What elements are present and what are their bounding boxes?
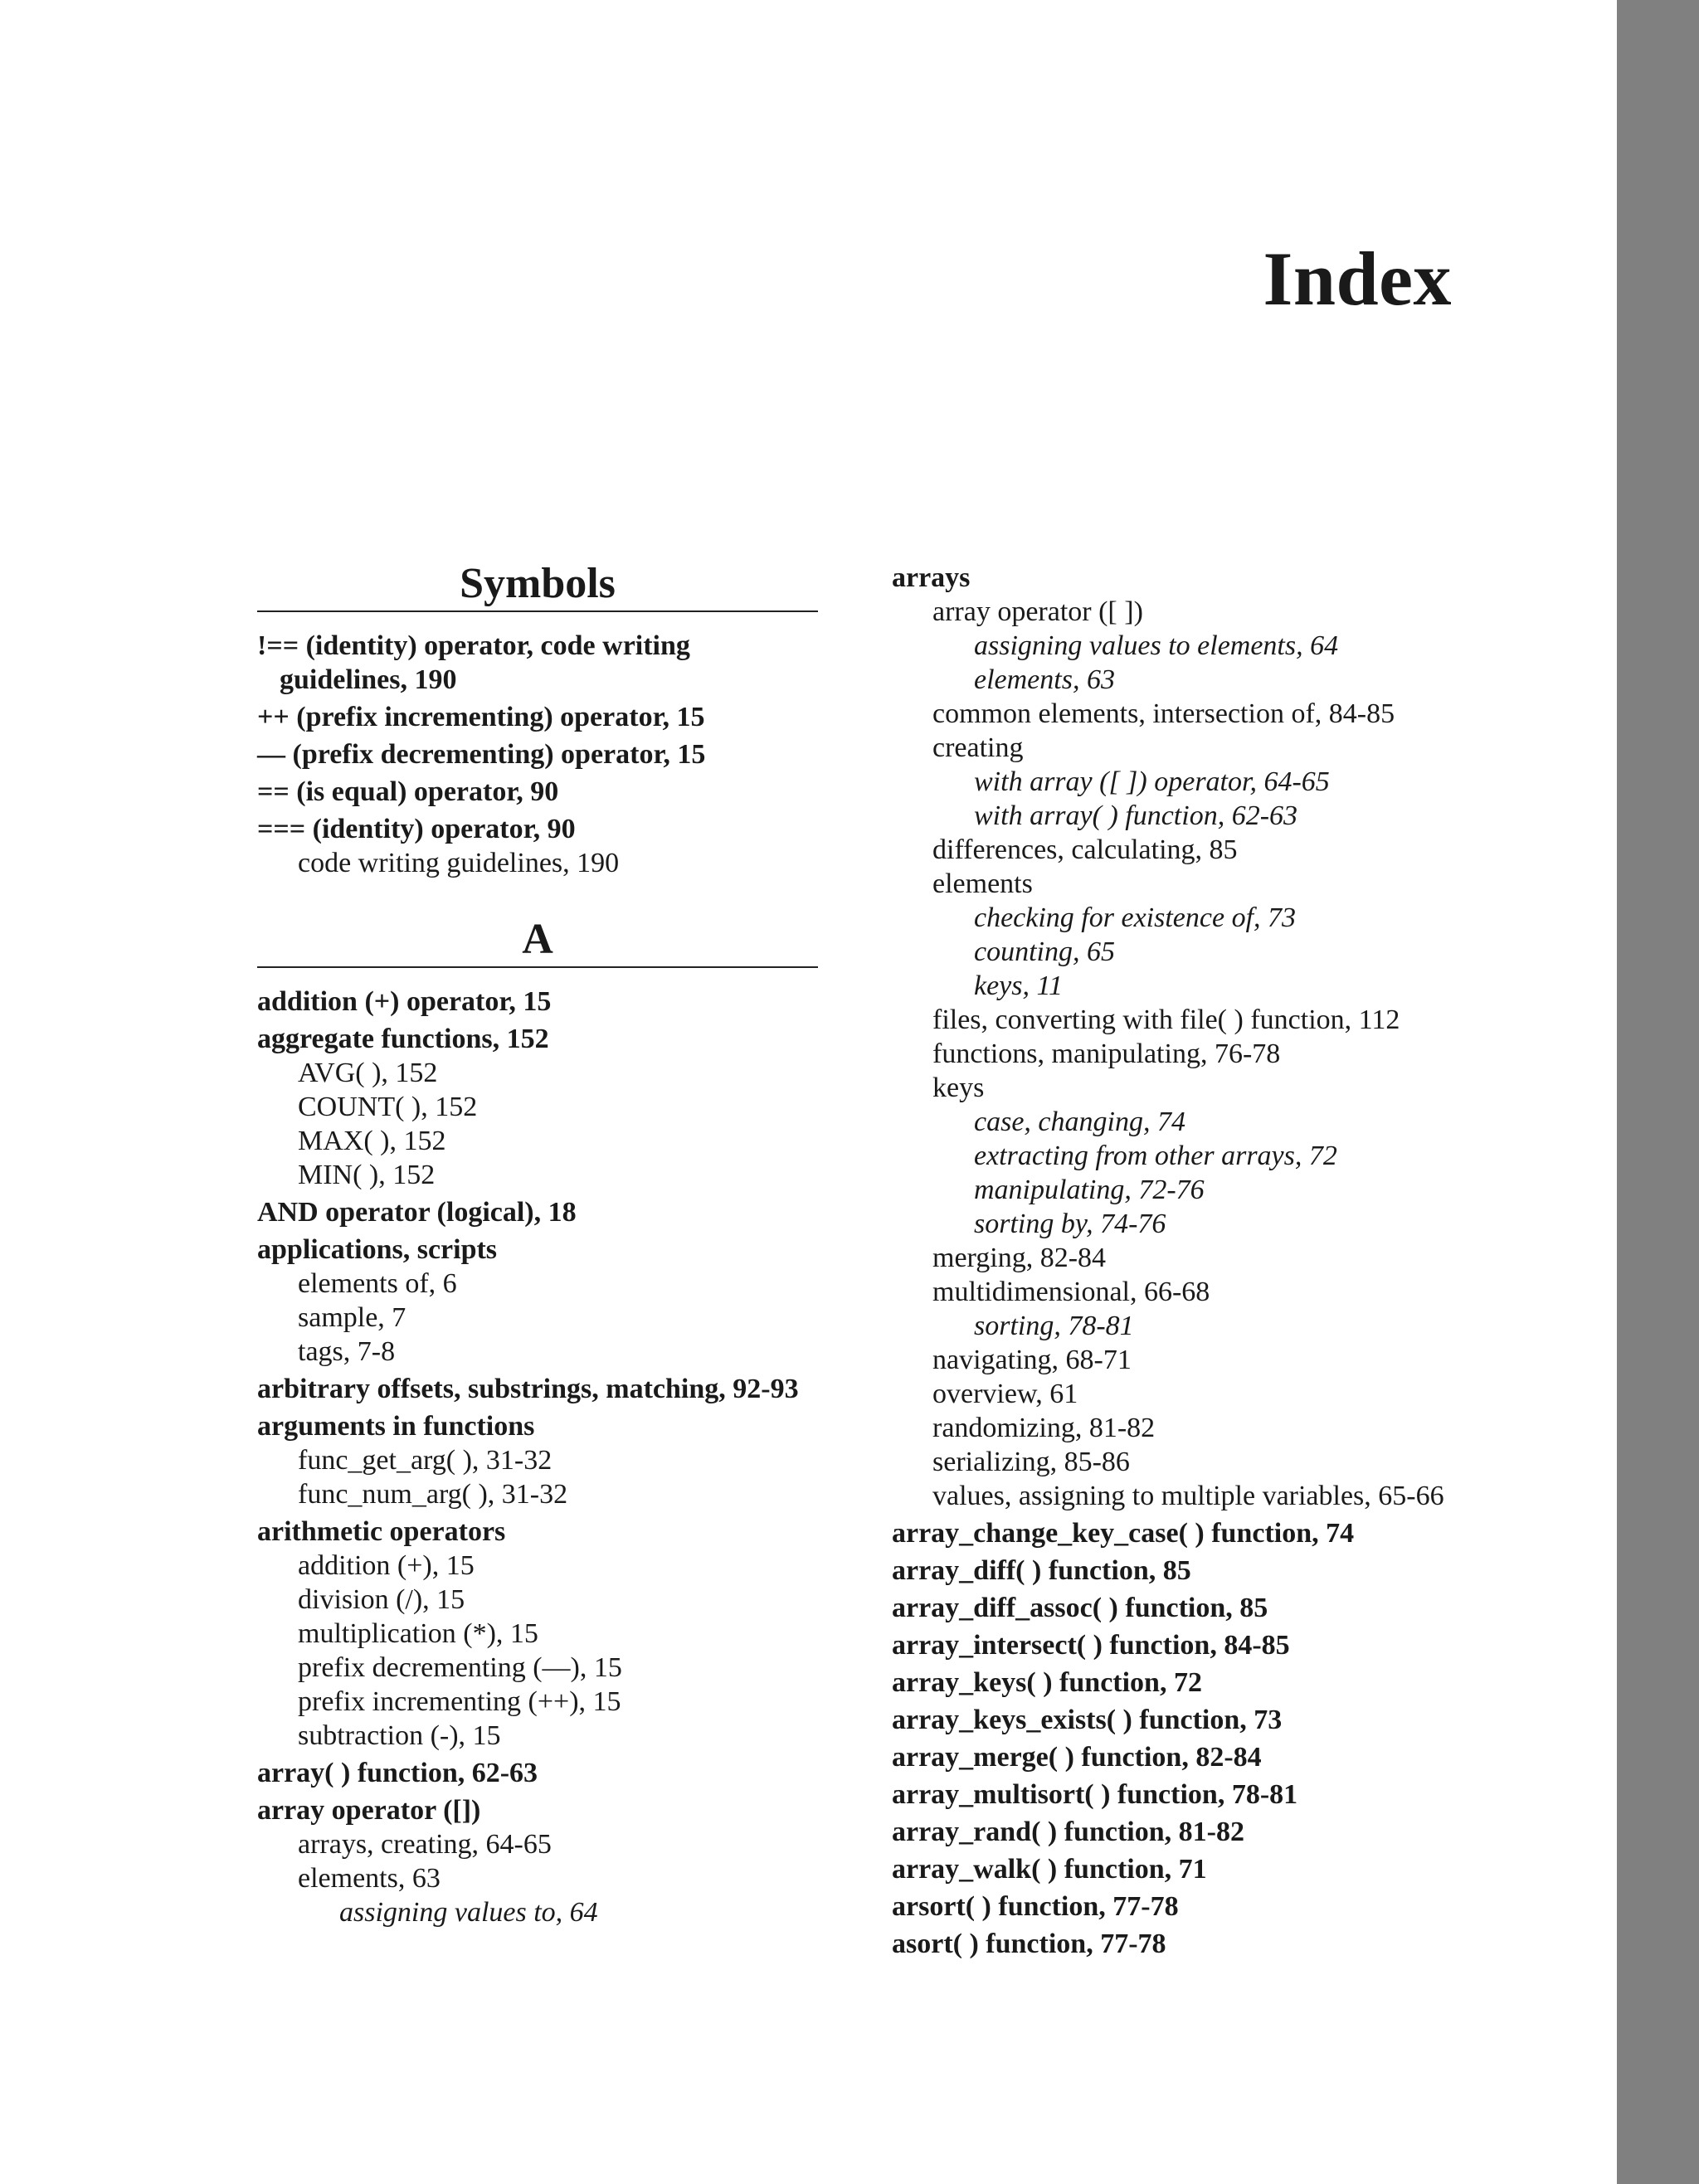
index-entry: applications, scripts bbox=[257, 1234, 498, 1265]
index-entry: with array ([ ]) operator, 64-65 bbox=[974, 766, 1330, 797]
index-entry: counting, 65 bbox=[974, 936, 1115, 967]
index-entry: elements of, 6 bbox=[298, 1268, 457, 1299]
index-entry: prefix incrementing (++), 15 bbox=[298, 1686, 621, 1717]
index-entry: extracting from other arrays, 72 bbox=[974, 1141, 1337, 1171]
index-entry: values, assigning to multiple variables, 65-66 bbox=[932, 1481, 1444, 1511]
index-entry: array_diff_assoc( ) function, 85 bbox=[892, 1593, 1268, 1623]
index-entry: assigning values to, 64 bbox=[339, 1897, 598, 1928]
index-entry: array operator ([ ]) bbox=[932, 596, 1143, 627]
section-heading: A bbox=[257, 915, 818, 968]
index-entry: array_intersect( ) function, 84-85 bbox=[892, 1630, 1290, 1661]
index-entry: sample, 7 bbox=[298, 1302, 406, 1333]
index-entry: sorting by, 74-76 bbox=[974, 1209, 1166, 1239]
index-entry: AND operator (logical), 18 bbox=[257, 1197, 577, 1228]
index-entry: array_keys_exists( ) function, 73 bbox=[892, 1705, 1283, 1735]
index-entry: arrays bbox=[892, 562, 971, 593]
page-title: Index bbox=[1263, 236, 1452, 321]
index-entry: asort( ) function, 77-78 bbox=[892, 1929, 1166, 1959]
index-entry: arbitrary offsets, substrings, matching, 92-93 bbox=[257, 1374, 799, 1404]
index-entry: files, converting with file( ) function, 112 bbox=[932, 1004, 1400, 1035]
index-entry: addition (+), 15 bbox=[298, 1550, 475, 1581]
index-entry: array operator ([]) bbox=[257, 1795, 481, 1826]
index-entry: multidimensional, 66-68 bbox=[932, 1277, 1210, 1307]
index-entry: arguments in functions bbox=[257, 1411, 535, 1442]
index-entry: array_walk( ) function, 71 bbox=[892, 1854, 1207, 1885]
index-entry: func_get_arg( ), 31-32 bbox=[298, 1445, 553, 1476]
index-entry: multiplication (*), 15 bbox=[298, 1618, 538, 1649]
index-entry: array_rand( ) function, 81-82 bbox=[892, 1817, 1244, 1847]
index-entry: keys, 11 bbox=[974, 970, 1063, 1001]
section-heading: Symbols bbox=[257, 559, 818, 612]
index-entry: array_multisort( ) function, 78-81 bbox=[892, 1779, 1298, 1810]
index-entry: sorting, 78-81 bbox=[974, 1311, 1134, 1341]
index-entry: COUNT( ), 152 bbox=[298, 1092, 478, 1122]
index-entry: array_keys( ) function, 72 bbox=[892, 1667, 1202, 1698]
index-entry: == (is equal) operator, 90 bbox=[257, 776, 559, 807]
index-entry: manipulating, 72-76 bbox=[974, 1175, 1205, 1205]
index-entry: elements bbox=[932, 868, 1033, 899]
index-entry: tags, 7-8 bbox=[298, 1336, 396, 1367]
index-entry: — (prefix decrementing) operator, 15 bbox=[257, 739, 706, 770]
index-entry: AVG( ), 152 bbox=[298, 1058, 438, 1088]
side-bar bbox=[1617, 0, 1699, 2184]
index-entry: array_change_key_case( ) function, 74 bbox=[892, 1518, 1355, 1549]
index-entry: with array( ) function, 62-63 bbox=[974, 800, 1298, 831]
index-entry: serializing, 85-86 bbox=[932, 1447, 1130, 1477]
index-entry: === (identity) operator, 90 bbox=[257, 814, 576, 844]
index-entry: MIN( ), 152 bbox=[298, 1160, 436, 1190]
index-entry: elements, 63 bbox=[974, 664, 1115, 695]
left-column bbox=[257, 559, 818, 1929]
index-entry: !== (identity) operator, code writing guidelines, 190 bbox=[257, 630, 690, 695]
index-entry: array( ) function, 62-63 bbox=[257, 1758, 538, 1788]
index-entry: navigating, 68-71 bbox=[932, 1345, 1132, 1375]
index-entry: subtraction (-), 15 bbox=[298, 1720, 501, 1751]
index-entry: merging, 82-84 bbox=[932, 1243, 1107, 1273]
index-entry: ++ (prefix incrementing) operator, 15 bbox=[257, 702, 705, 732]
index-entry: addition (+) operator, 15 bbox=[257, 986, 552, 1017]
index-entry: checking for existence of, 73 bbox=[974, 902, 1297, 933]
index-entry: assigning values to elements, 64 bbox=[974, 630, 1339, 661]
index-entry: arithmetic operators bbox=[257, 1516, 506, 1547]
index-entry: elements, 63 bbox=[298, 1863, 441, 1894]
index-entry: prefix decrementing (—), 15 bbox=[298, 1652, 622, 1683]
index-entry: case, changing, 74 bbox=[974, 1107, 1185, 1137]
index-entry: differences, calculating, 85 bbox=[932, 834, 1238, 865]
index-entry: arsort( ) function, 77-78 bbox=[892, 1891, 1179, 1922]
index-entry: aggregate functions, 152 bbox=[257, 1024, 549, 1054]
index-entry: overview, 61 bbox=[932, 1379, 1078, 1409]
index-entry: keys bbox=[932, 1073, 985, 1103]
index-entry: division (/), 15 bbox=[298, 1584, 465, 1615]
index-entry: arrays, creating, 64-65 bbox=[298, 1829, 552, 1860]
right-column bbox=[892, 561, 1453, 1961]
index-entry: array_merge( ) function, 82-84 bbox=[892, 1742, 1262, 1773]
index-entry: array_diff( ) function, 85 bbox=[892, 1555, 1191, 1586]
index-entry: randomizing, 81-82 bbox=[932, 1413, 1156, 1443]
index-entry: functions, manipulating, 76-78 bbox=[932, 1038, 1281, 1069]
index-entry: code writing guidelines, 190 bbox=[298, 848, 620, 878]
index-entry: func_num_arg( ), 31-32 bbox=[298, 1479, 568, 1510]
index-entry: MAX( ), 152 bbox=[298, 1126, 446, 1156]
index-entry: common elements, intersection of, 84-85 bbox=[932, 698, 1395, 729]
index-entry: creating bbox=[932, 732, 1024, 763]
